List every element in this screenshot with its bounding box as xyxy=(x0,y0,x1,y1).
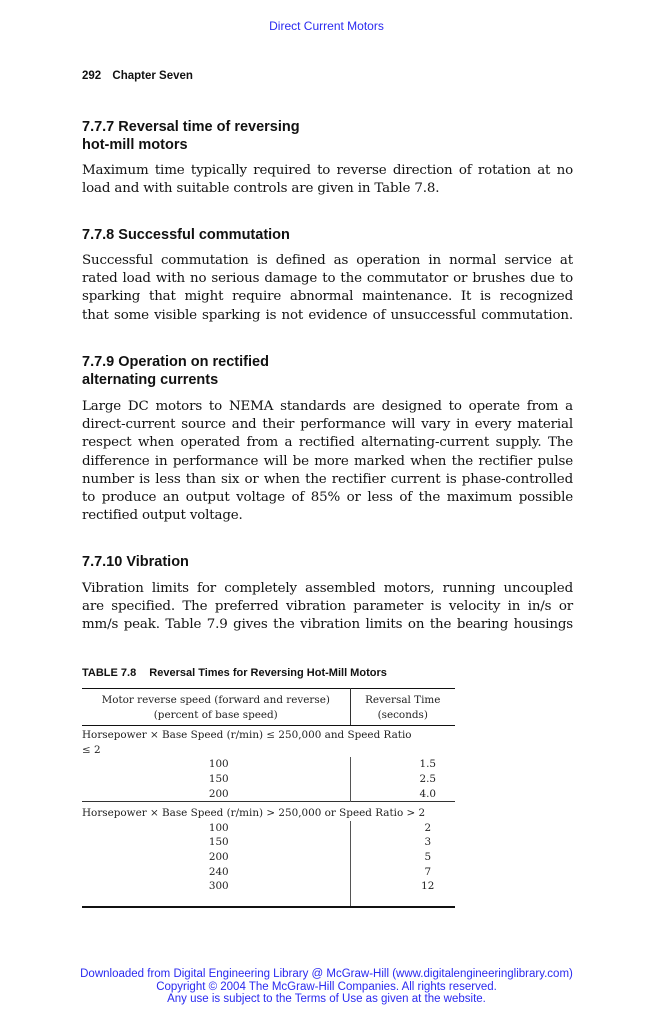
text-line: to produce an output voltage of 85% or less of the maximum possible xyxy=(82,490,573,506)
table-row xyxy=(82,835,455,850)
table-label: TABLE 7.8 xyxy=(82,667,137,679)
text-line: number is less than six or when the rectifier current is phase-controlled xyxy=(82,471,573,487)
time-cell: 1.5 xyxy=(350,757,455,772)
text-line: load and with suitable controls are given in Table 7.8. xyxy=(82,181,440,197)
time-cell: 7 xyxy=(350,865,455,880)
speed-cell: 100 xyxy=(208,821,229,834)
page-number: 292 xyxy=(82,70,102,82)
heading-line: alternating currents xyxy=(82,372,219,388)
heading-line: 7.7.10 Vibration xyxy=(82,554,189,570)
speed-cell: 200 xyxy=(208,787,229,800)
group-condition-row xyxy=(82,726,455,758)
text-line: sparking that might require abnormal maintenance. It is recognized xyxy=(82,289,573,305)
header-line: Motor reverse speed (forward and reverse) xyxy=(101,694,330,706)
header-line: Reversal Time xyxy=(365,694,441,706)
footer-line-terms[interactable]: Any use is subject to the Terms of Use as given at the website. xyxy=(167,993,486,1005)
text-line: rectified output voltage. xyxy=(82,508,243,524)
speed-cell: 100 xyxy=(208,758,229,771)
speed-cell: 200 xyxy=(208,850,229,863)
heading-line: 7.7.8 Successful commutation xyxy=(82,227,290,243)
time-cell: 2 xyxy=(350,821,455,836)
heading-line: 7.7.7 Reversal time of reversing xyxy=(82,119,300,135)
time-cell: 3 xyxy=(350,835,455,850)
time-cell: 4.0 xyxy=(350,787,455,802)
text-line: respect when operated from a rectified alternating-current supply. The xyxy=(82,435,573,451)
text-line: rated load with no serious damage to the commutator or brushes due to xyxy=(82,271,573,287)
section-heading-7-7-8 xyxy=(82,226,582,244)
table-row xyxy=(82,787,455,802)
folio xyxy=(82,70,193,82)
table-row xyxy=(82,772,455,787)
paragraph-7-7-9 xyxy=(82,398,573,525)
chapter-title: Chapter Seven xyxy=(112,70,193,82)
text-line: Large DC motors to NEMA standards are designed to operate from a xyxy=(82,399,573,414)
text-line: mm/s peak. Table 7.9 gives the vibration limits on the bearing housings xyxy=(82,617,573,633)
paragraph-7-7-7 xyxy=(82,162,573,198)
text-line: direct-current source and their performance will vary in every material xyxy=(82,417,573,433)
text-line: Vibration limits for completely assembled motors, running uncoupled xyxy=(82,581,573,596)
header-line: (seconds) xyxy=(377,708,428,721)
table-row xyxy=(82,865,455,880)
running-title: Direct Current Motors xyxy=(269,19,384,33)
paragraph-7-7-10 xyxy=(82,580,573,635)
table-row xyxy=(82,821,455,836)
table-row xyxy=(82,850,455,865)
footer-line-copyright: Copyright © 2004 The McGraw-Hill Companies. All rights reserved. xyxy=(156,980,497,993)
group-condition xyxy=(82,802,455,821)
speed-cell: 300 xyxy=(82,879,350,907)
table-caption xyxy=(82,667,387,679)
condition-line: ≤ 2 xyxy=(82,743,101,756)
column-header-time xyxy=(350,689,455,726)
paragraph-7-7-8 xyxy=(82,252,573,325)
column-header-speed xyxy=(82,689,350,726)
section-heading-7-7-7 xyxy=(82,118,582,154)
heading-line: 7.7.9 Operation on rectified xyxy=(82,354,269,370)
text-line: that some visible sparking is not evidence of unsuccessful commutation. xyxy=(82,307,573,323)
section-heading-7-7-10 xyxy=(82,553,582,571)
time-cell: 5 xyxy=(350,850,455,865)
time-cell: 12 xyxy=(350,879,455,907)
reversal-times-table xyxy=(82,688,455,908)
text-line: are specified. The preferred vibration parameter is velocity in in/s or xyxy=(82,599,573,615)
table-title: Reversal Times for Reversing Hot-Mill Motors xyxy=(149,667,387,679)
header-line: (percent of base speed) xyxy=(153,708,278,721)
condition-line: Horsepower × Base Speed (r/min) ≤ 250,000 and Speed Ratio xyxy=(82,729,412,742)
table-header-row xyxy=(82,689,455,726)
time-cell: 2.5 xyxy=(350,772,455,787)
speed-cell: 240 xyxy=(208,865,229,878)
group-condition xyxy=(82,726,455,758)
table-row xyxy=(82,879,455,907)
section-heading-7-7-9 xyxy=(82,353,582,389)
heading-line: hot-mill motors xyxy=(82,137,188,153)
text-line: Maximum time typically required to reverse direction of rotation at no xyxy=(82,163,573,178)
text-line: difference in performance will be more marked when the rectifier pulse xyxy=(82,453,573,469)
footer-line-download[interactable]: Downloaded from Digital Engineering Library @ McGraw-Hill (www.digitalengineeringlibrary.com) xyxy=(80,968,573,980)
text-line: Successful commutation is defined as operation in normal service at xyxy=(82,253,573,268)
condition-line: Horsepower × Base Speed (r/min) > 250,000 or Speed Ratio > 2 xyxy=(82,807,426,820)
speed-cell: 150 xyxy=(208,772,229,785)
speed-cell: 150 xyxy=(208,836,229,849)
table-row xyxy=(82,757,455,772)
download-footer xyxy=(0,968,653,1006)
group-condition-row xyxy=(82,802,455,821)
